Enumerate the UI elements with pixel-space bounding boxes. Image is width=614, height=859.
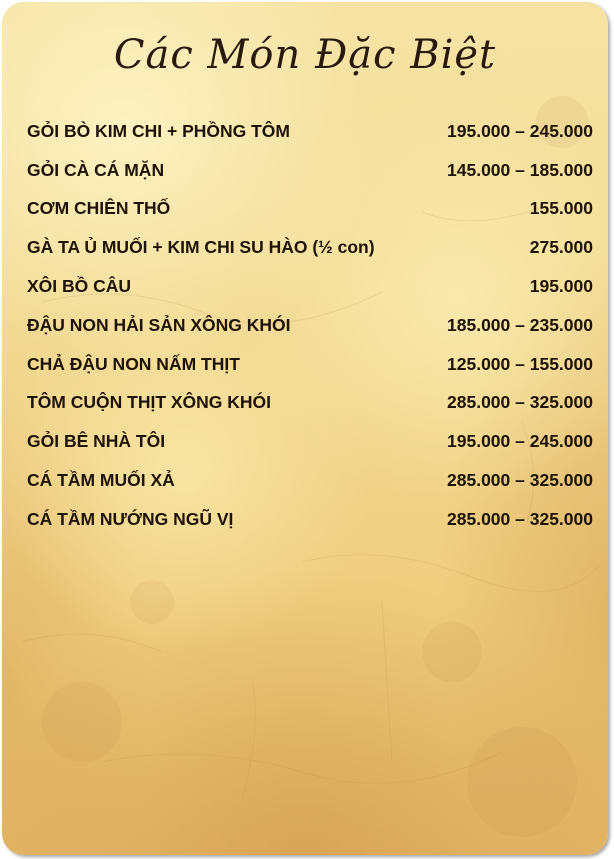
menu-item <box>27 422 593 461</box>
menu-item <box>27 500 593 539</box>
menu-item-name: GỎI CÀ CÁ MẶN <box>27 159 165 180</box>
menu-title: Các Món Đặc Biệt <box>113 32 497 78</box>
menu-item-price: 195.000 <box>529 276 593 297</box>
menu-item <box>27 384 593 423</box>
menu-item-name: CƠM CHIÊN THỐ <box>27 198 171 219</box>
menu-item-name: CÁ TẦM MUỐI XẢ <box>27 470 175 491</box>
menu-item <box>27 190 593 229</box>
menu-item-price: 155.000 <box>529 198 593 219</box>
menu-item-name: TÔM CUỘN THỊT XÔNG KHÓI <box>27 392 272 413</box>
menu-item <box>27 345 593 384</box>
menu-item-name: GỎI BÊ NHÀ TÔI <box>27 431 166 452</box>
menu-item-price: 185.000 – 235.000 <box>447 314 593 335</box>
menu-item <box>27 112 593 151</box>
menu-item-name: GÀ TA Ủ MUỐI + KIM CHI SU HÀO (½ con) <box>27 237 375 258</box>
menu-item-price: 195.000 – 245.000 <box>447 120 593 141</box>
menu-item-price: 125.000 – 155.000 <box>447 353 593 374</box>
menu-item-name: CHẢ ĐẬU NON NẤM THỊT <box>27 353 240 374</box>
menu-item-name: ĐẬU NON HẢI SẢN XÔNG KHÓI <box>27 314 291 335</box>
menu-item <box>27 228 593 267</box>
menu-item <box>27 267 593 306</box>
menu-item <box>27 151 593 190</box>
menu-item-name: CÁ TẦM NƯỚNG NGŨ VỊ <box>27 508 234 529</box>
menu-item <box>27 306 593 345</box>
menu-item-price: 285.000 – 325.000 <box>447 392 593 413</box>
menu-item-price: 275.000 <box>529 237 593 258</box>
menu-card <box>2 2 608 855</box>
menu-item-price: 145.000 – 185.000 <box>447 159 593 180</box>
menu-item-price: 285.000 – 325.000 <box>447 508 593 529</box>
menu-item-name: GỎI BÒ KIM CHI + PHỒNG TÔM <box>27 120 290 141</box>
menu-item <box>27 461 593 500</box>
menu-item-price: 195.000 – 245.000 <box>447 431 593 452</box>
menu-item-price: 285.000 – 325.000 <box>447 470 593 491</box>
menu-item-name: XÔI BỒ CÂU <box>27 276 132 297</box>
menu-item-list <box>27 112 593 539</box>
